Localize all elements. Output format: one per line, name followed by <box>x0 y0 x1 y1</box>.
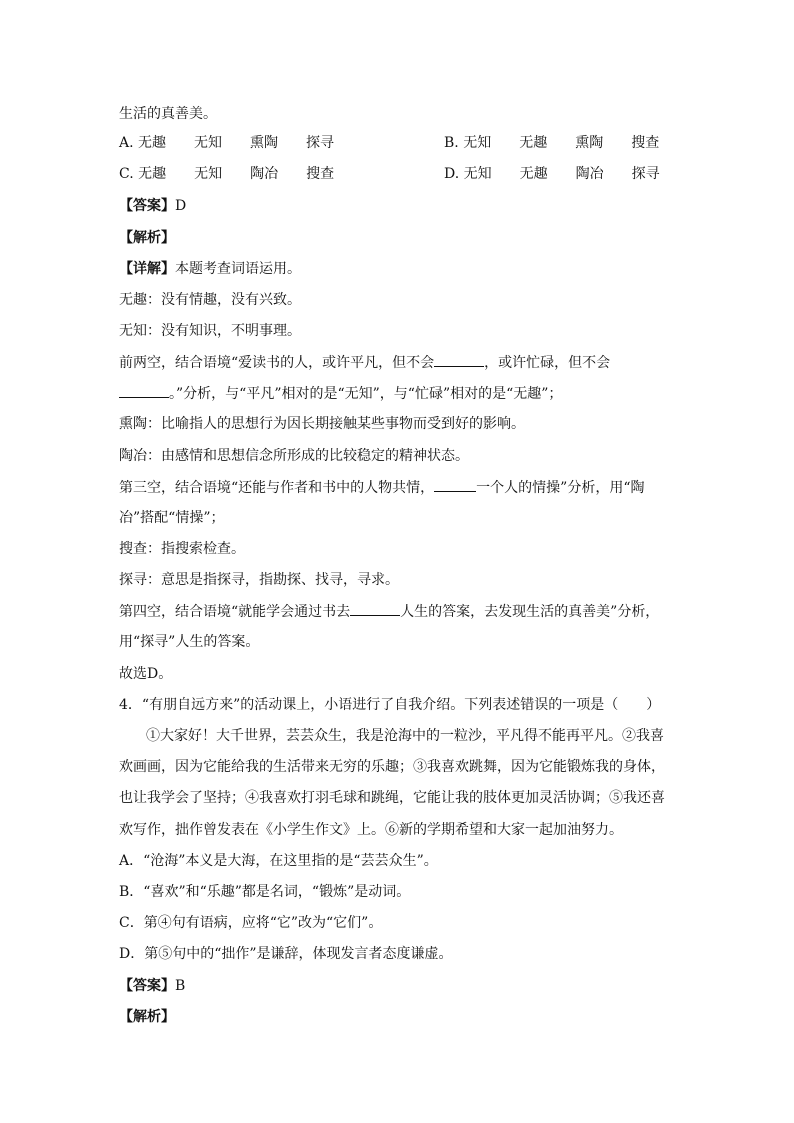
answer-line: 【答案】D <box>119 198 187 214</box>
option-c: C. 无趣 无知 陶冶 搜查 <box>119 166 335 182</box>
question-continuation: 生活的真善美。 <box>119 106 217 122</box>
blank <box>434 352 484 367</box>
first-two-blanks-line-1: 前两空，结合语境“爱读书的人，或许平凡，但不会 ，或许忙碌，但不会 <box>119 352 610 373</box>
q4-answer-line: 【答案】B <box>119 978 186 994</box>
passage-line: ①大家好！大千世界，芸芸众生，我是沧海中的一粒沙，平凡得不能再平凡。②我喜 <box>146 728 664 744</box>
definition-wuqu: 无趣：没有情趣，没有兴致。 <box>119 292 301 308</box>
passage-line: 欢画画，因为它能给我的生活带来无穷的乐趣；③我喜欢跳舞，因为它能锻炼我的身体， <box>119 759 665 775</box>
definition-wuzhi: 无知：没有知识，不明事理。 <box>119 323 301 339</box>
q4-option-a: A．“沧海”本义是大海，在这里指的是“芸芸众生”。 <box>119 853 438 869</box>
fourth-blank-line-1: 第四空，结合语境“就能学会通过书去 人生的答案，去发现生活的真善美”分析， <box>119 601 659 622</box>
blank <box>350 601 400 616</box>
q4-analysis-heading: 【解析】 <box>119 1009 175 1025</box>
definition-souchá: 搜查：指搜索检查。 <box>119 541 245 557</box>
blank <box>119 383 169 398</box>
q4-option-c: C．第④句有语病，应将“它”改为“它们”。 <box>119 915 383 931</box>
first-two-blanks-line-2: 。”分析，与“平凡”相对的是“无知”，与“忙碌”相对的是“无趣”； <box>119 383 562 404</box>
blank <box>434 477 476 492</box>
q4-option-b: B．“喜欢”和“乐趣”都是名词，“锻炼”是动词。 <box>119 884 411 900</box>
definition-taoye: 陶冶：由感情和思想信念所形成的比较稳定的精神状态。 <box>119 448 469 464</box>
third-blank-line-2: 冶”搭配“情操”； <box>119 510 225 526</box>
definition-tanxun: 探寻：意思是指探寻，指勘探、找寻，寻求。 <box>119 572 399 588</box>
definition-xuntao: 熏陶：比喻指人的思想行为因长期接触某些事物而受到好的影响。 <box>119 416 525 432</box>
analysis-heading: 【解析】 <box>119 230 175 246</box>
passage-line: 也让我学会了坚持；④我喜欢打羽毛球和跳绳，它能让我的肢体更加灵活协调；⑤我还喜 <box>119 790 665 806</box>
conclusion: 故选D。 <box>119 666 173 682</box>
detail-line: 【详解】本题考查词语运用。 <box>119 261 301 277</box>
passage-line: 欢写作，拙作曾发表在《小学生作文》上。⑥新的学期希望和大家一起加油努力。 <box>119 822 623 838</box>
q4-option-d: D．第⑤句中的“拙作”是谦辞，体现发言者态度谦虚。 <box>119 946 453 962</box>
option-b: B. 无知 无趣 熏陶 搜查 <box>444 135 660 151</box>
third-blank-line-1: 第三空，结合语境“还能与作者和书中的人物共情， 一个人的情操”分析，用“陶 <box>119 477 644 498</box>
question-4-stem: 4．“有朋自远方来”的活动课上，小语进行了自我介绍。下列表述错误的一项是（ ） <box>119 697 661 713</box>
fourth-blank-line-2: 用“探寻”人生的答案。 <box>119 634 260 650</box>
option-d: D. 无知 无趣 陶冶 探寻 <box>444 166 660 182</box>
option-a: A. 无趣 无知 熏陶 探寻 <box>119 135 335 151</box>
